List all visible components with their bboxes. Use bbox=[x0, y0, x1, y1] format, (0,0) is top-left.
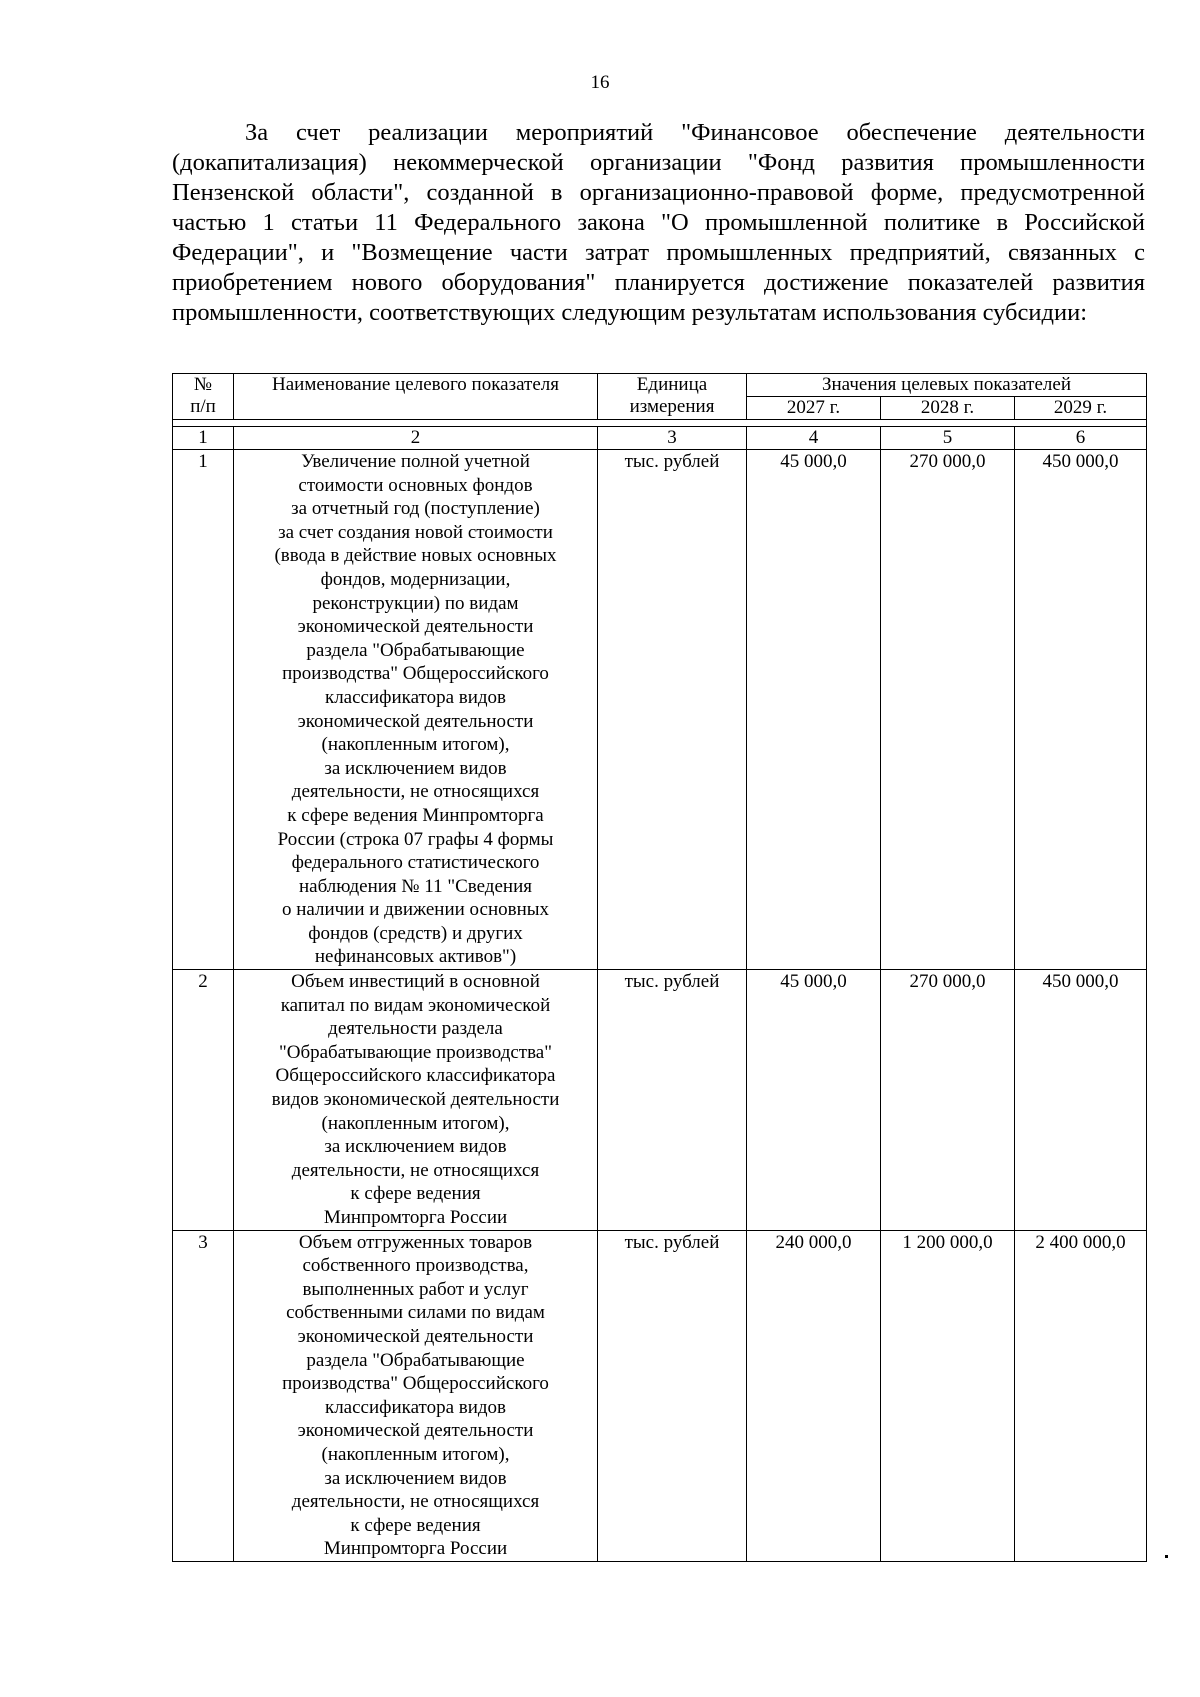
value-2027: 45 000,0 bbox=[747, 970, 881, 1231]
trailing-dot bbox=[1165, 1555, 1168, 1558]
header-year-2027: 2027 г. bbox=[747, 397, 881, 420]
page-number: 16 bbox=[590, 72, 610, 93]
header-year-2029: 2029 г. bbox=[1015, 397, 1147, 420]
row-number: 3 bbox=[173, 1230, 234, 1561]
header-name: Наименование целевого показателя bbox=[234, 374, 598, 420]
indicator-unit: тыс. рублей bbox=[598, 970, 747, 1231]
value-2029: 450 000,0 bbox=[1015, 970, 1147, 1231]
value-2028: 270 000,0 bbox=[881, 970, 1015, 1231]
indicators-table bbox=[172, 373, 1147, 1562]
table-row bbox=[173, 1230, 1147, 1561]
column-number: 3 bbox=[598, 427, 747, 450]
value-2027: 240 000,0 bbox=[747, 1230, 881, 1561]
column-number: 5 bbox=[881, 427, 1015, 450]
value-2028: 270 000,0 bbox=[881, 450, 1015, 970]
indicator-name: Объем инвестиций в основной капитал по видам экономической деятельности раздела "Обрабатывающие производства" Общероссийского классификатора видов экономической деятельности (накопленным итогом), за исключением видов деятельности, не относящихся к сфере ведения Минпромторга России bbox=[234, 970, 598, 1231]
table-row bbox=[173, 450, 1147, 970]
column-numbers-row bbox=[173, 427, 1147, 450]
header-values-group: Значения целевых показателей bbox=[747, 374, 1147, 397]
header-gap bbox=[173, 420, 1147, 427]
value-2029: 2 400 000,0 bbox=[1015, 1230, 1147, 1561]
header-number: № п/п bbox=[173, 374, 234, 420]
value-2029: 450 000,0 bbox=[1015, 450, 1147, 970]
indicator-name: Объем отгруженных товаров собственного производства, выполненных работ и услуг собственными силами по видам экономической деятельности раздела "Обрабатывающие производства" Общероссийского классификатора видов экономической деятельности (накопленным итогом), за исключением видов деятельности, не относящихся к сфере ведения Минпромторга России bbox=[234, 1230, 598, 1561]
header-row bbox=[173, 374, 1147, 397]
indicator-unit: тыс. рублей bbox=[598, 450, 747, 970]
value-2027: 45 000,0 bbox=[747, 450, 881, 970]
column-number: 6 bbox=[1015, 427, 1147, 450]
table-row bbox=[173, 970, 1147, 1231]
row-number: 1 bbox=[173, 450, 234, 970]
intro-paragraph: За счет реализации мероприятий "Финансовое обеспечение деятельности (докапитализация) некоммерческой организации "Фонд развития промышленности Пензенской области", созданной в организационно-правовой форме, предусмотренной частью 1 статьи 11 Федерального закона "О промышленной политике в Российской Федерации", и "Возмещение части затрат промышленных предприятий, связанных с приобретением нового оборудования" планируется достижение показателей развития промышленности, соответствующих следующим результатам использования субсидии: bbox=[172, 119, 1145, 326]
row-number: 2 bbox=[173, 970, 234, 1231]
header-year-2028: 2028 г. bbox=[881, 397, 1015, 420]
column-number: 1 bbox=[173, 427, 234, 450]
indicator-unit: тыс. рублей bbox=[598, 1230, 747, 1561]
header-unit: Единица измерения bbox=[598, 374, 747, 420]
column-number: 4 bbox=[747, 427, 881, 450]
value-2028: 1 200 000,0 bbox=[881, 1230, 1015, 1561]
indicator-name: Увеличение полной учетной стоимости основных фондов за отчетный год (поступление) за счет создания новой стоимости (ввода в действие новых основных фондов, модернизации, реконструкции) по видам экономической деятельности раздела "Обрабатывающие производства" Общероссийского классификатора видов экономической деятельности (накопленным итогом), за исключением видов деятельности, не относящихся к сфере ведения Минпромторга России (строка 07 графы 4 формы федерального статистического наблюдения № 11 "Сведения о наличии и движении основных фондов (средств) и других нефинансовых активов") bbox=[234, 450, 598, 970]
column-number: 2 bbox=[234, 427, 598, 450]
